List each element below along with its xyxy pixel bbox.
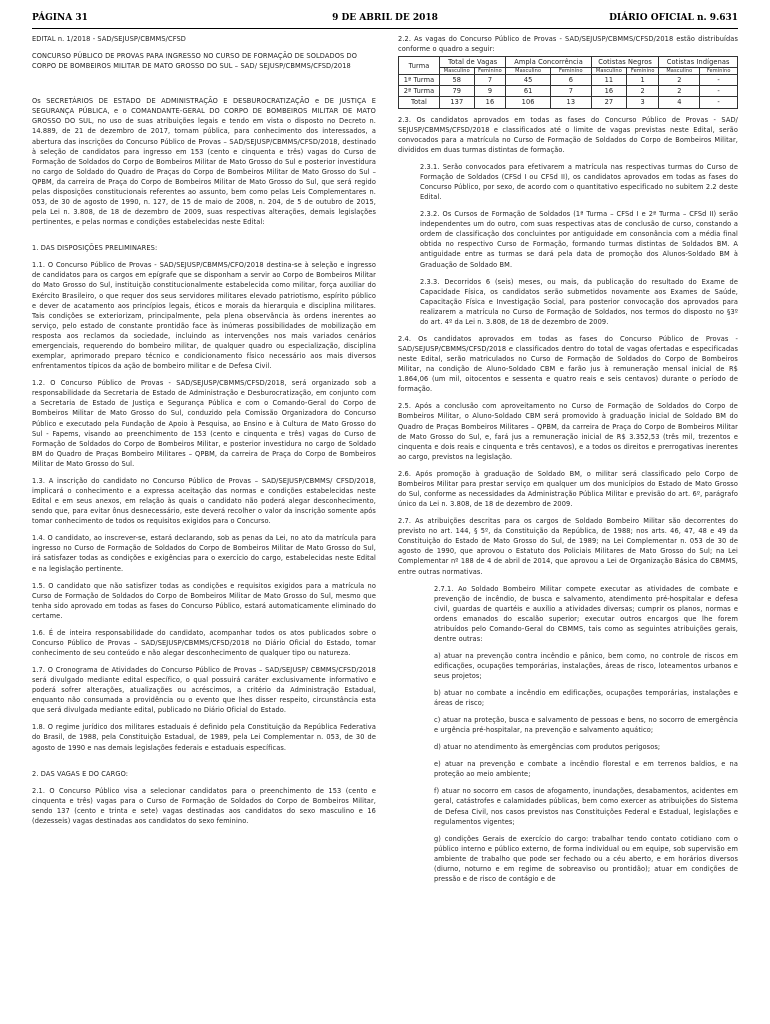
paragraph-1-8: 1.8. O regime jurídico dos militares estaduais é definido pela Constituição da República Federativa do Brasil, de 1988, pela Constituição Estadual, de 1989, pela Lei Complementar n. 053, de 30 de agosto de 1990 e nas demais legislações federais e estaduais específicas. <box>32 723 376 752</box>
right-column <box>398 34 738 891</box>
table-cell: 16 <box>474 97 506 108</box>
table-cell: 4 <box>659 97 700 108</box>
item-e: e) atuar na prevenção e combate a incêndio florestal e em terrenos baldios, e na proteção ao meio ambiente; <box>434 760 738 779</box>
table-header-ampla: Ampla Concorrência <box>506 57 591 68</box>
page-header <box>32 10 738 29</box>
paragraph-2-3-2: 2.3.2. Os Cursos de Formação de Soldados (1ª Turma – CFSd I e 2ª Turma – CFSd II) serão independentes um do outro, com suas respectivas atas de conclusão de curso, constando a ordem de classificação dos concluintes por antiguidade em consonância com a média final obtida no respectivo Curso de Formação, formando turmas distintas de Soldados BM. A antiguidade entre as turmas se dará pela data de promoção dos Alunos-Soldado BM à Graduação de Soldado BM. <box>420 210 738 269</box>
table-subheader-female: Feminino <box>700 68 738 75</box>
header-date: 9 DE ABRIL DE 2018 <box>332 13 438 23</box>
paragraph-1-3: 1.3. A inscrição do candidato no Concurso Público de Provas – SAD/SEJUSP/CBMMS/ CFSD/2018, implicará o conhecimento e a expressa aceitação das normas e condições estabelecidas neste Edital e em seus anexos, em relação às quais o candidato não poderá alegar desconhecimento, sendo que, para evitar ônus desnecessário, este deverá recolher o valor da inscrição somente após tomar conhecimento de todos os requisitos exigidos para o Concurso. <box>32 476 376 526</box>
paragraph-2-6: 2.6. Após promoção à graduação de Soldado BM, o militar será classificado pelo Corpo de Bombeiros Militar para prestar serviço em qualquer um dos municípios do Estado de Mato Grosso do Sul, conforme as necessidades da Administração Pública Militar e previsão do art. 6º, parágrafo único da Lei n. 3.808, de 18 de dezembro de 2009. <box>398 469 738 509</box>
table-cell: 27 <box>591 97 626 108</box>
table-header-negros: Cotistas Negros <box>591 57 659 68</box>
table-cell: 7 <box>550 86 591 97</box>
item-d: d) atuar no atendimento às emergências com produtos perigosos; <box>434 743 661 752</box>
paragraph-1-5: 1.5. O candidato que não satisfizer todas as condições e requisitos exigidos para a matrícula no Curso de Formação de Soldados do Corpo de Bombeiros Militar de Mato Grosso do Sul, mesmo que tenha sido aprovado em todas as fases do Concurso Público, estará automaticamente eliminado do certame. <box>32 581 376 620</box>
table-row <box>399 75 738 86</box>
paragraph-1-2: 1.2. O Concurso Público de Provas - SAD/SEJUSP/CBMMS/CFSD/2018, será organizado sob a responsabilidade da Secretaria de Estado de Administração e Desburocratização, em conjunto com a Secretaria de Estado de Justiça e Segurança Pública e com o Comando-Geral do Corpo de Bombeiros Militar de Mato Grosso do Sul, conduzido pela Comissão Organizadora do Concurso Público e executado pela Fundação de Apoio à Pesquisa, ao Ensino e à Cultura de Mato Grosso do Sul - Fapems, visando ao preenchimento de 153 (cento e cinquenta e três) vagas do Curso de Formação de Soldados do Corpo de Bombeiros Militar, e posterior investidura no cargo de Soldado BM do Quadro de Praças Bombeiro Militares – QPBM, da carreira de Praça do Corpo de Bombeiros Militar de Mato Grosso do Sul. <box>32 379 376 468</box>
table-cell: - <box>700 97 738 108</box>
table-cell: - <box>700 86 738 97</box>
table-cell: 11 <box>591 75 626 86</box>
edital-heading: CONCURSO PÚBLICO DE PROVAS PARA INGRESSO NO CURSO DE FORMAÇÃO DE SOLDADOS DO CORPO DE BOMBEIROS MILITAR DE MATO GROSSO DO SUL – SAD/ SEJUSP/CBMMS/CFSD/2018 <box>32 51 358 71</box>
table-cell: 9 <box>474 86 506 97</box>
item-b: b) atuar no combate a incêndio em edificações, ocupações temporárias, instalações e áreas de risco; <box>434 689 738 708</box>
item-f: f) atuar no socorro em casos de afogamento, inundações, desabamentos, acidentes em geral, catástrofes e calamidades públicas, bem como exercer as atribuições do Sistema de Defesa Civil, nos casos previstos nas Constituições Federal e Estadual, legislações e regulamentos vigentes; <box>434 787 738 826</box>
edital-number: EDITAL n. 1/2018 - SAD/SEJUSP/CBMMS/CFSD <box>32 35 187 43</box>
table-subheader-male: Masculino <box>440 68 475 75</box>
table-subheader-male: Masculino <box>659 68 700 75</box>
table-cell: 2 <box>659 75 700 86</box>
table-cell: 2 <box>659 86 700 97</box>
table-subheader-male: Masculino <box>506 68 550 75</box>
header-page-number: PÁGINA 31 <box>32 13 88 23</box>
table-cell: 16 <box>591 86 626 97</box>
paragraph-1-6: 1.6. É de inteira responsabilidade do candidato, acompanhar todos os atos publicados sobre o Concurso Público de Provas – SAD/SEJUSP/CBMMS/CFSD/2018 no Diário Oficial do Estado, tomar conhecimento de seu conteúdo e não alegar desconhecimento de qualquer tipo ou natureza. <box>32 628 376 657</box>
table-cell-turma: 1ª Turma <box>399 75 440 86</box>
table-cell: 106 <box>506 97 550 108</box>
table-subheader-female: Feminino <box>550 68 591 75</box>
table-subheader-female: Feminino <box>474 68 506 75</box>
paragraph-2-7: 2.7. As atribuições descritas para os cargos de Soldado Bombeiro Militar são decorrentes do previsto no art. 144, § 5º, da Constituição da República, de 1988; nos arts. 46, 47, 48 e 49 da Constituição do Estado de Mato Grosso do Sul, de 1989; na Lei Complementar n. 053 de 30 de agosto de 1990, que aprovou o Estatuto dos Policiais Militares de Mato Grosso do Sul; na Lei Complementar nº 188 de 4 de abril de 2014, que aprovou a Lei de Organização Básica do CBMMS, entre outras normativas. <box>398 517 738 576</box>
table-cell: 7 <box>474 75 506 86</box>
table-header-indigenas: Cotistas Indígenas <box>659 57 738 68</box>
table-header-turma: Turma <box>399 57 440 75</box>
table-cell: 3 <box>627 97 659 108</box>
item-a: a) atuar na prevenção contra incêndio e pânico, bem como, no controle de riscos em edificações, ocupações temporárias, instalações, áreas de risco, loteamentos urbanos e seus projetos; <box>434 651 738 681</box>
table-cell: 6 <box>550 75 591 86</box>
table-cell-turma: 2ª Turma <box>399 86 440 97</box>
paragraph-2-1: 2.1. O Concurso Público visa a selecionar candidatos para o preenchimento de 153 (cento e cinquenta e três) vagas para o Curso de Formação de Soldados do Corpo de Bombeiros Militar, sendo 137 (cento e trinta e sete) vagas destinadas aos candidatos do sexo masculino e 16 (dezesseis) vagas destinadas aos candidatos do sexo feminino. <box>32 786 376 825</box>
paragraph-2-2: 2.2. As vagas do Concurso Público de Provas - SAD/SEJUSP/CBMMS/CFSD/2018 estão distribuídas conforme o quadro a seguir: <box>398 35 738 54</box>
table-cell: 61 <box>506 86 550 97</box>
table-cell: 79 <box>440 86 475 97</box>
section-1-title: 1. DAS DISPOSIÇÕES PRELIMINARES: <box>32 244 158 253</box>
paragraph-2-7-1: 2.7.1. Ao Soldado Bombeiro Militar compete executar as atividades de combate e prevenção de incêndio, de busca e salvamento, atendimento pré-hospitalar e defesa civil, guardas de quartéis e auxílio a atividades diversas; cumprir os planos, normas e ordens emanados do escalão superior; executar outros encargos que lhe forem atribuídos pelo Comando-Geral do CBMMS, tais como as seguintes atribuições gerais, dentre outras: <box>434 584 738 643</box>
table-row-total <box>399 97 738 108</box>
header-journal: DIÁRIO OFICIAL n. 9.631 <box>609 13 738 23</box>
paragraph-2-3-3: 2.3.3. Decorridos 6 (seis) meses, ou mais, da publicação do resultado do Exame de Capacidade Física, os candidatos serão submetidos novamente aos Exames de Saúde, Capacitação Física e Investigação Social, para posterior convocação dos aprovados para realizarem a matrícula no Curso de Formação de Soldados, nos termos do disposto no §3º do art. 4º da Lei n. 3.808, de 18 de dezembro de 2009. <box>420 277 738 326</box>
table-subheader-female: Feminino <box>627 68 659 75</box>
table-cell: 13 <box>550 97 591 108</box>
left-column <box>32 34 376 833</box>
table-cell-turma: Total <box>399 97 440 108</box>
table-cell: 1 <box>627 75 659 86</box>
paragraph-2-5: 2.5. Após a conclusão com aproveitamento no Curso de Formação de Soldados do Corpo de Bombeiros Militar, o Aluno-Soldado CBM será promovido à graduação inicial de Soldado BM do Quadro de Praças Bombeiros Militares – QPBM, da carreira de Praça do Corpo de Bombeiros Militar de Mato Grosso do Sul, e, fará jus a remuneração inicial de R$ 3.352,53 (três mil, trezentos e cinquenta e dois reais e cinquenta e três centavos), e a todos os direitos e prerrogativas inerentes ao cargo, previstos na legislação. <box>398 402 738 461</box>
table-subheader-male: Masculino <box>591 68 626 75</box>
table-cell: 45 <box>506 75 550 86</box>
table-cell: - <box>700 75 738 86</box>
intro-paragraph: Os SECRETÁRIOS DE ESTADO DE ADMINISTRAÇÃO E DESBUROCRATIZAÇÃO e DE JUSTIÇA E SEGURANÇA PÚBLICA, e o COMANDANTE-GERAL DO CORPO DE BOMBEIROS MILITAR DE MATO GROSSO DO SUL, no uso de suas atribuições legais e tendo em vista o disposto no Decreto n. 14.889, de 21 de dezembro de 2017, tornam pública, para conhecimento dos interessados, a abertura das inscrições do Concurso Público de Provas – SAD/SEJUSP/CBMMS/CFSD/2018, destinado à seleção de candidatos para ingresso em 153 (cento e cinquenta e três) vagas do Curso de Formação de Soldados do Corpo de Bombeiros Militar de Mato Grosso do Sul e posterior investidura no cargo de Soldado do Quadro de Praças do Corpo de Bombeiros Militar de Mato Grosso do Sul – QPBM, da carreira de Praça do Corpo de Bombeiros Militar de Mato Grosso do Sul, que será regido pelas disposições constitucionais referentes ao assunto, bem como pelas Leis Complementares n. 053, de 30 de agosto de 1990, n. 127, de 15 de maio de 2008, n. 204, de 5 de outubro de 2015, pela Lei n. 3.808, de 18 de dezembro de 2009, suas respectivas alterações, demais legislações pertinentes, e pelas normas e condições estabelecidas neste Edital: <box>32 97 376 227</box>
table-cell: 2 <box>627 86 659 97</box>
paragraph-1-4: 1.4. O candidato, ao inscrever-se, estará declarando, sob as penas da Lei, no ato da matrícula para ingresso no Curso de Formação de Soldados do Corpo de Bombeiros Militar de Mato Grosso do Sul, irá satisfazer todas as condições e exigências para o exercício do cargo, estabelecidas neste Edital e na legislação pertinente. <box>32 534 376 573</box>
table-cell: 137 <box>440 97 475 108</box>
section-2-title: 2. DAS VAGAS E DO CARGO: <box>32 769 129 778</box>
table-header-total: Total de Vagas <box>440 57 506 68</box>
paragraph-1-1: 1.1. O Concurso Público de Provas - SAD/SEJUSP/CBMMS/CFO/2018 destina-se à seleção e ingresso de candidatos para os cargos em epígrafe que se disponham a servir ao Corpo de Bombeiros Militar do Mato Grosso do Sul, instituição constitucionalmente estabelecida como militar, força auxiliar do Exército Brasileiro, o que requer dos seus servidores militares elevado patriotismo, espírito público e dever de acatamento aos princípios legais, éticos e morais da hierarquia e disciplina militares. Tais condições se exteriorizam, principalmente, pela plena observância às ordens inerentes ao serviço, pelo estado de constante prontidão face às inúmeras possibilidades de mobilização em resposta aos reclamos da sociedade, incluindo as intervenções nos mais variados cenários emergenciais, requerendo do bombeiro militar, de qualquer quadro ou especialização, disciplina exemplar, aprimorado preparo técnico e condicionamento físico necessário aos mais diversos enfrentamentos típicos da ação de bombeiro militar e de Defesa Civil. <box>32 261 376 371</box>
table-row <box>399 86 738 97</box>
paragraph-1-7: 1.7. O Cronograma de Atividades do Concurso Público de Provas – SAD/SEJUSP/ CBMMS/CFSD/2018 será divulgado mediante edital específico, o qual possuirá caráter exclusivamente informativo e poderá sofrer alterações, atualizações ou acréscimos, a critério da Administração Estadual, enquanto não consumada a providência ou o evento que lhes disser respeito, circunstância esta que será divulgada mediante edital, publicado no Diário Oficial do Estado. <box>32 665 376 715</box>
paragraph-2-4: 2.4. Os candidatos aprovados em todas as fases do Concurso Público de Provas - SAD/SEJUSP/CBMMS/CFSD/2018 e classificados dentro do total de vagas ofertadas e especificadas neste Edital, serão matriculados no Curso de Formação de Soldados do Corpo de Bombeiros Militar, na condição de Aluno-Soldado CBM e farão jus à remuneração mensal inicial de R$ 1.864,06 (um mil, oitocentos e sessenta e quatro reais e seis centavos) durante o período de formação. <box>398 334 738 394</box>
item-g: g) condições Gerais de exercício do cargo: trabalhar tendo contato cotidiano com o público interno e público externo, de forma individual ou em equipe, sob supervisão em ambiente de trabalho que pode ser fechado ou a céu aberto, e em horários diversos (diurno, noturno e em regime de sobreaviso ou prontidão); atuar em condições de pressão e de risco de contágio e de <box>434 834 738 884</box>
paragraph-2-3: 2.3. Os candidatos aprovados em todas as fases do Concurso Público de Provas - SAD/ SEJUSP/CBMMS/CFSD/2018 e classificados até o limite de vagas previstas neste Edital, serão convocados para a matrícula no Curso de Formação de Soldados do Corpo de Bombeiros Militar, divididos em duas turmas distintas de formação. <box>398 115 738 154</box>
item-c: c) atuar na proteção, busca e salvamento de pessoas e bens, no socorro de emergência e urgência pré-hospitalar, na prevenção e salvamento aquático; <box>434 716 738 735</box>
vacancy-table <box>398 56 738 108</box>
table-cell: 58 <box>440 75 475 86</box>
paragraph-2-3-1: 2.3.1. Serão convocados para efetivarem a matrícula nas respectivas turmas do Curso de Formação de Soldados (CFSd I ou CFSd II), os candidatos aprovados em todas as fases do Concurso Público, por sexo, de acordo com o quantitativo especificado no subitem 2.2 deste Edital. <box>420 162 738 202</box>
